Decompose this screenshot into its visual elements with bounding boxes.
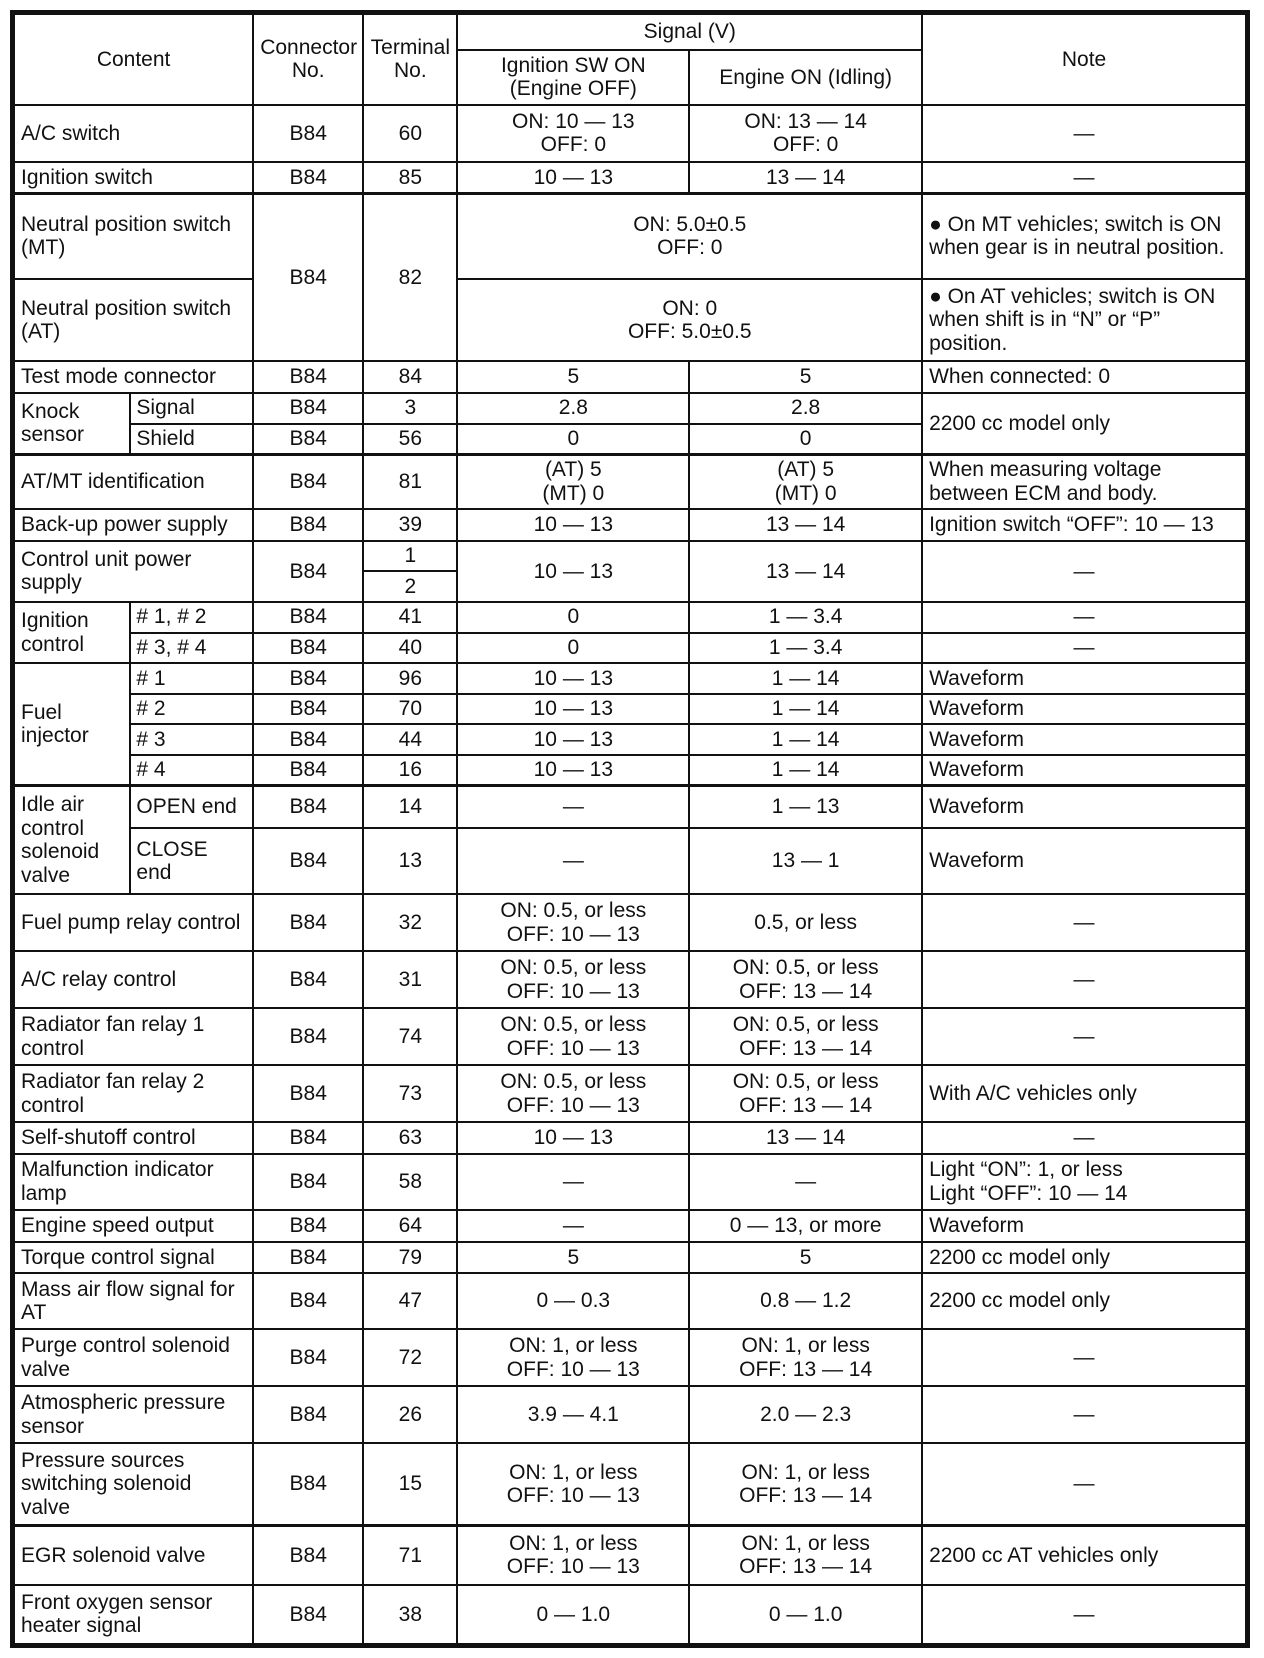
connector-cell: B84 — [253, 786, 363, 828]
note-cell: — — [922, 1443, 1246, 1525]
eng-cell: 1 — 14 — [689, 724, 922, 755]
eng-cell: 1 — 14 — [689, 755, 922, 786]
terminal-cell: 60 — [363, 105, 457, 162]
ign-cell: 2.8 — [457, 393, 689, 424]
connector-cell: B84 — [253, 424, 363, 455]
connector-cell: B84 — [253, 1210, 363, 1242]
ign-cell: ON: 0.5, or less OFF: 10 — 13 — [457, 894, 689, 951]
sub-label-cell: # 4 — [130, 755, 253, 786]
connector-cell: B84 — [253, 633, 363, 664]
terminal-cell: 79 — [363, 1242, 457, 1274]
eng-cell: 0.5, or less — [689, 894, 922, 951]
content-cell: Torque control signal — [14, 1242, 253, 1274]
table-row — [14, 193, 1246, 279]
note-cell: — — [922, 105, 1246, 162]
connector-cell: B84 — [253, 1273, 363, 1329]
note-cell: — — [922, 1386, 1246, 1443]
note-cell: Waveform — [922, 694, 1246, 725]
ign-cell: 0 — [457, 633, 689, 664]
ign-cell: — — [457, 828, 689, 895]
content-cell: Control unit power supply — [14, 541, 253, 602]
connector-cell: B84 — [253, 454, 363, 509]
ign-cell: ON: 0.5, or less OFF: 10 — 13 — [457, 1008, 689, 1065]
table-row — [14, 1329, 1246, 1386]
content-cell: Pressure sources switching solenoid valve — [14, 1443, 253, 1525]
terminal-cell: 32 — [363, 894, 457, 951]
connector-cell: B84 — [253, 724, 363, 755]
terminal-cell: 13 — [363, 828, 457, 895]
eng-cell: 1 — 14 — [689, 663, 922, 694]
content-cell: Fuel pump relay control — [14, 894, 253, 951]
terminal-cell: 16 — [363, 755, 457, 786]
connector-cell: B84 — [253, 162, 363, 194]
terminal-cell: 1 — [363, 541, 457, 572]
note-cell: When measuring voltage between ECM and body. — [922, 454, 1246, 509]
engine-on-header: Engine ON (Idling) — [689, 50, 922, 105]
ign-cell: 10 — 13 — [457, 1122, 689, 1154]
note-header: Note — [922, 14, 1246, 105]
table-row — [14, 1585, 1246, 1644]
note-cell: — — [922, 1122, 1246, 1154]
signal-header: Signal (V) — [457, 14, 922, 50]
eng-cell: ON: 0.5, or less OFF: 13 — 14 — [689, 1065, 922, 1122]
terminal-voltage-sheet — [10, 10, 1250, 1648]
connector-cell: B84 — [253, 1122, 363, 1154]
table-row — [14, 162, 1246, 194]
ign-cell: — — [457, 786, 689, 828]
eng-cell: 13 — 14 — [689, 162, 922, 194]
table-row — [14, 694, 1246, 725]
eng-cell: 0.8 — 1.2 — [689, 1273, 922, 1329]
ign-cell: 10 — 13 — [457, 755, 689, 786]
terminal-cell: 64 — [363, 1210, 457, 1242]
note-cell: Light “ON”: 1, or less Light “OFF”: 10 — 14 — [922, 1154, 1246, 1210]
table-row — [14, 633, 1246, 664]
ign-cell: 0 — [457, 602, 689, 633]
table-row — [14, 894, 1246, 951]
table-row — [14, 1122, 1246, 1154]
note-cell: 2200 cc AT vehicles only — [922, 1525, 1246, 1584]
ign-cell: ON: 0.5, or less OFF: 10 — 13 — [457, 951, 689, 1008]
content-cell: Radiator fan relay 2 control — [14, 1065, 253, 1122]
table-row — [14, 724, 1246, 755]
connector-cell: B84 — [253, 1525, 363, 1584]
table-row — [14, 1443, 1246, 1525]
table-row — [14, 279, 1246, 361]
content-cell: Malfunction indicator lamp — [14, 1154, 253, 1210]
content-cell: Self-shutoff control — [14, 1122, 253, 1154]
content-cell: Mass air flow signal for AT — [14, 1273, 253, 1329]
terminal-cell: 84 — [363, 361, 457, 393]
ign-cell: 10 — 13 — [457, 663, 689, 694]
eng-cell: 5 — [689, 1242, 922, 1274]
connector-cell: B84 — [253, 755, 363, 786]
note-cell: ● On AT vehicles; switch is ON when shift is in “N” or “P” position. — [922, 279, 1246, 361]
connector-cell: B84 — [253, 541, 363, 602]
terminal-cell: 15 — [363, 1443, 457, 1525]
eng-cell: ON: 1, or less OFF: 13 — 14 — [689, 1329, 922, 1386]
connector-cell: B84 — [253, 393, 363, 424]
content-cell: Ignition switch — [14, 162, 253, 194]
sub-label-cell: # 1 — [130, 663, 253, 694]
ign-cell: 5 — [457, 1242, 689, 1274]
content-cell: Fuel injector — [14, 663, 130, 785]
note-cell: 2200 cc model only — [922, 1273, 1246, 1329]
eng-cell: — — [689, 1154, 922, 1210]
eng-cell: ON: 1, or less OFF: 13 — 14 — [689, 1443, 922, 1525]
terminal-cell: 38 — [363, 1585, 457, 1644]
sub-label-cell: CLOSE end — [130, 828, 253, 895]
table-row — [14, 541, 1246, 572]
content-cell: A/C relay control — [14, 951, 253, 1008]
eng-cell: 1 — 3.4 — [689, 633, 922, 664]
terminal-cell: 14 — [363, 786, 457, 828]
connector-cell: B84 — [253, 193, 363, 361]
table-row — [14, 1210, 1246, 1242]
header-row — [14, 14, 1246, 50]
sub-label-cell: # 2 — [130, 694, 253, 725]
eng-cell: 13 — 14 — [689, 509, 922, 541]
table-row — [14, 361, 1246, 393]
terminal-cell: 58 — [363, 1154, 457, 1210]
terminal-cell: 41 — [363, 602, 457, 633]
ign-cell: ON: 1, or less OFF: 10 — 13 — [457, 1525, 689, 1584]
note-cell: — — [922, 162, 1246, 194]
ign-cell: (AT) 5 (MT) 0 — [457, 454, 689, 509]
connector-cell: B84 — [253, 1329, 363, 1386]
content-cell: Knock sensor — [14, 393, 130, 454]
terminal-cell: 47 — [363, 1273, 457, 1329]
connector-cell: B84 — [253, 1386, 363, 1443]
note-cell: — — [922, 1008, 1246, 1065]
eng-cell: 0 — 13, or more — [689, 1210, 922, 1242]
content-cell: Atmospheric pressure sensor — [14, 1386, 253, 1443]
eng-cell: ON: 0.5, or less OFF: 13 — 14 — [689, 1008, 922, 1065]
ign-cell: — — [457, 1210, 689, 1242]
terminal-cell: 71 — [363, 1525, 457, 1584]
content-cell: Back-up power supply — [14, 509, 253, 541]
content-cell: Front oxygen sensor heater signal — [14, 1585, 253, 1644]
terminal-cell: 3 — [363, 393, 457, 424]
note-cell: Waveform — [922, 724, 1246, 755]
ign-cell: 10 — 13 — [457, 724, 689, 755]
note-cell: Waveform — [922, 786, 1246, 828]
ignition-on-header: Ignition SW ON (Engine OFF) — [457, 50, 689, 105]
connector-cell: B84 — [253, 694, 363, 725]
connector-cell: B84 — [253, 1008, 363, 1065]
connector-cell: B84 — [253, 1443, 363, 1525]
sub-label-cell: # 1, # 2 — [130, 602, 253, 633]
sub-label-cell: Shield — [130, 424, 253, 455]
content-cell: Radiator fan relay 1 control — [14, 1008, 253, 1065]
note-cell: Waveform — [922, 755, 1246, 786]
eng-cell: (AT) 5 (MT) 0 — [689, 454, 922, 509]
content-cell: A/C switch — [14, 105, 253, 162]
eng-cell: 1 — 13 — [689, 786, 922, 828]
eng-cell: ON: 13 — 14 OFF: 0 — [689, 105, 922, 162]
signal-cell: ON: 0 OFF: 5.0±0.5 — [457, 279, 922, 361]
terminal-cell: 26 — [363, 1386, 457, 1443]
table-row — [14, 786, 1246, 828]
note-cell: — — [922, 951, 1246, 1008]
ign-cell: — — [457, 1154, 689, 1210]
table-row — [14, 393, 1246, 424]
connector-cell: B84 — [253, 663, 363, 694]
connector-cell: B84 — [253, 951, 363, 1008]
ign-cell: 10 — 13 — [457, 541, 689, 602]
ign-cell: ON: 0.5, or less OFF: 10 — 13 — [457, 1065, 689, 1122]
signal-cell: ON: 5.0±0.5 OFF: 0 — [457, 193, 922, 279]
table-row — [14, 509, 1246, 541]
terminal-cell: 96 — [363, 663, 457, 694]
note-cell: — — [922, 894, 1246, 951]
content-cell: Engine speed output — [14, 1210, 253, 1242]
eng-cell: 13 — 1 — [689, 828, 922, 895]
content-cell: Purge control solenoid valve — [14, 1329, 253, 1386]
connector-cell: B84 — [253, 509, 363, 541]
content-cell: Ignition control — [14, 602, 130, 663]
connector-cell: B84 — [253, 105, 363, 162]
connector-cell: B84 — [253, 1065, 363, 1122]
note-cell: Waveform — [922, 663, 1246, 694]
connector-cell: B84 — [253, 894, 363, 951]
table-row — [14, 1154, 1246, 1210]
ign-cell: 3.9 — 4.1 — [457, 1386, 689, 1443]
terminal-cell: 31 — [363, 951, 457, 1008]
note-cell: 2200 cc model only — [922, 1242, 1246, 1274]
content-cell: Test mode connector — [14, 361, 253, 393]
terminal-cell: 82 — [363, 193, 457, 361]
ign-cell: 10 — 13 — [457, 162, 689, 194]
table-row — [14, 1525, 1246, 1584]
terminal-cell: 70 — [363, 694, 457, 725]
note-cell: Ignition switch “OFF”: 10 — 13 — [922, 509, 1246, 541]
content-cell: EGR solenoid valve — [14, 1525, 253, 1584]
eng-cell: ON: 1, or less OFF: 13 — 14 — [689, 1525, 922, 1584]
note-cell: When connected: 0 — [922, 361, 1246, 393]
ign-cell: 10 — 13 — [457, 509, 689, 541]
terminal-cell: 63 — [363, 1122, 457, 1154]
content-cell: AT/MT identification — [14, 454, 253, 509]
connector-cell: B84 — [253, 602, 363, 633]
eng-cell: 13 — 14 — [689, 541, 922, 602]
table-row — [14, 1065, 1246, 1122]
note-cell: Waveform — [922, 828, 1246, 895]
eng-cell: ON: 0.5, or less OFF: 13 — 14 — [689, 951, 922, 1008]
table-row — [14, 951, 1246, 1008]
note-cell: ● On MT vehicles; switch is ON when gear is in neutral position. — [922, 193, 1246, 279]
content-cell: Neutral position switch (AT) — [14, 279, 253, 361]
eng-cell: 13 — 14 — [689, 1122, 922, 1154]
eng-cell: 5 — [689, 361, 922, 393]
ign-cell: ON: 10 — 13 OFF: 0 — [457, 105, 689, 162]
sub-label-cell: Signal — [130, 393, 253, 424]
ign-cell: 0 — 0.3 — [457, 1273, 689, 1329]
table-row — [14, 454, 1246, 509]
ign-cell: 10 — 13 — [457, 694, 689, 725]
table-row — [14, 105, 1246, 162]
eng-cell: 1 — 14 — [689, 694, 922, 725]
terminal-cell: 72 — [363, 1329, 457, 1386]
terminal-cell: 81 — [363, 454, 457, 509]
terminal-header: Terminal No. — [363, 14, 457, 105]
table-row — [14, 1008, 1246, 1065]
eng-cell: 0 — 1.0 — [689, 1585, 922, 1644]
table-row — [14, 1386, 1246, 1443]
terminal-cell: 44 — [363, 724, 457, 755]
table-row — [14, 755, 1246, 786]
note-cell: With A/C vehicles only — [922, 1065, 1246, 1122]
sub-label-cell: # 3, # 4 — [130, 633, 253, 664]
note-cell: — — [922, 1329, 1246, 1386]
terminal-cell: 74 — [363, 1008, 457, 1065]
note-cell: — — [922, 541, 1246, 602]
ign-cell: ON: 1, or less OFF: 10 — 13 — [457, 1443, 689, 1525]
terminal-cell: 2 — [363, 571, 457, 602]
ecm-terminal-table — [13, 13, 1247, 1645]
connector-header: Connector No. — [253, 14, 363, 105]
table-row — [14, 828, 1246, 895]
eng-cell: 2.0 — 2.3 — [689, 1386, 922, 1443]
note-cell: — — [922, 633, 1246, 664]
connector-cell: B84 — [253, 828, 363, 895]
note-cell: — — [922, 602, 1246, 633]
eng-cell: 0 — [689, 424, 922, 455]
connector-cell: B84 — [253, 1154, 363, 1210]
terminal-cell: 73 — [363, 1065, 457, 1122]
sub-label-cell: OPEN end — [130, 786, 253, 828]
terminal-cell: 39 — [363, 509, 457, 541]
note-cell: 2200 cc model only — [922, 393, 1246, 454]
ign-cell: 0 — [457, 424, 689, 455]
note-cell: Waveform — [922, 1210, 1246, 1242]
connector-cell: B84 — [253, 1242, 363, 1274]
ign-cell: 5 — [457, 361, 689, 393]
sub-label-cell: # 3 — [130, 724, 253, 755]
ign-cell: ON: 1, or less OFF: 10 — 13 — [457, 1329, 689, 1386]
eng-cell: 2.8 — [689, 393, 922, 424]
table-row — [14, 602, 1246, 633]
connector-cell: B84 — [253, 1585, 363, 1644]
content-cell: Idle air control solenoid valve — [14, 786, 130, 895]
connector-cell: B84 — [253, 361, 363, 393]
terminal-cell: 56 — [363, 424, 457, 455]
table-row — [14, 1273, 1246, 1329]
ign-cell: 0 — 1.0 — [457, 1585, 689, 1644]
content-cell: Neutral position switch (MT) — [14, 193, 253, 279]
content-header: Content — [14, 14, 253, 105]
table-row — [14, 663, 1246, 694]
eng-cell: 1 — 3.4 — [689, 602, 922, 633]
table-row — [14, 1242, 1246, 1274]
note-cell: — — [922, 1585, 1246, 1644]
terminal-cell: 85 — [363, 162, 457, 194]
terminal-cell: 40 — [363, 633, 457, 664]
